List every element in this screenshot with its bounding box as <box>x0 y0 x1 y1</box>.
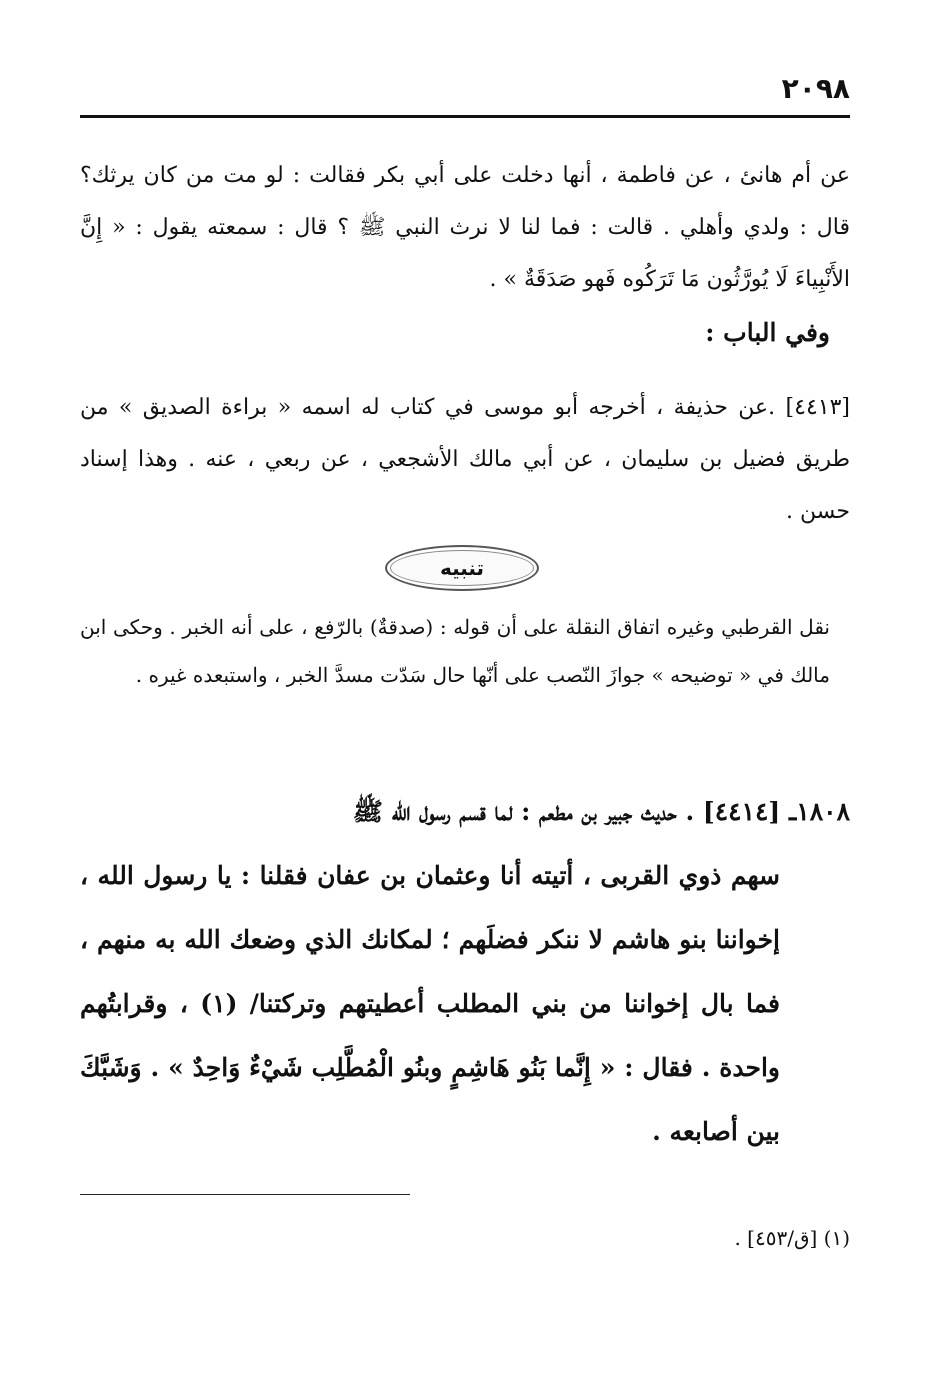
section-heading: وفي الباب : <box>705 318 830 347</box>
hadith-block <box>80 780 850 1164</box>
paragraph-1: عن أم هانئ ، عن فاطمة ، أنها دخلت على أبي بكر فقالت : لو مت من كان يرثك؟ قال : ولدي وأهلي . قالت : فما لنا لا نرث النبي ﷺ ؟ قال : سمعته يقول : « إِنَّ الأَنْبِياءَ لَا يُورَّثُون مَا تَرَكُوه فَهو صَدَقَةٌ » . <box>80 163 850 292</box>
note-badge <box>385 545 539 591</box>
hadith-body: سهم ذوي القربى ، أتيته أنا وعثمان بن عفان فقلنا : يا رسول الله ، إخواننا بنو هاشم لا ننكر فضلَهم ؛ لمكانك الذي وضعك الله به منهم ، فما بال إخواننا من بني المطلب أعطيتهم وتركتنا/ (١) ، وقرابتُهم واحدة . فقال : « إِنَّما بَنُو هَاشِمٍ وبنُو الْمُطَّلِب شَيْءٌ وَاحِدٌ » . وَشَبَّكَ بين أصابعه . <box>80 861 781 1146</box>
footnote-rule <box>80 1194 410 1195</box>
note-badge-label: تنبيه <box>439 556 485 580</box>
footnote: (١) [ق/٤٥٣] . <box>734 1226 850 1250</box>
note-text: نقل القرطبي وغيره اتفاق النقلة على أن قوله : (صدقةٌ) بالرّفع ، على أنه الخبر . وحكى ابن مالك في « توضيحه » جوازَ النّصب على أنّها حال سَدّت مسدَّ الخبر ، واستبعده غيره . <box>80 615 830 687</box>
paragraph-2: [٤٤١٣] .عن حذيفة ، أخرجه أبو موسى في كتاب له اسمه « براءة الصديق » من طريق فضيل بن سليمان ، عن أبي مالك الأشجعي ، عن ربعي ، عنه . وهذا إسناد حسن . <box>80 395 850 524</box>
document-page <box>80 0 850 1385</box>
page-number: ٢٠٩٨ <box>781 72 850 105</box>
header-rule <box>80 115 850 118</box>
hadith-first-line: ١٨٠٨ـ [٤٤١٤] . حديث جبير بن مطعم : لما قسم رسول الله ﷺ <box>352 797 850 826</box>
